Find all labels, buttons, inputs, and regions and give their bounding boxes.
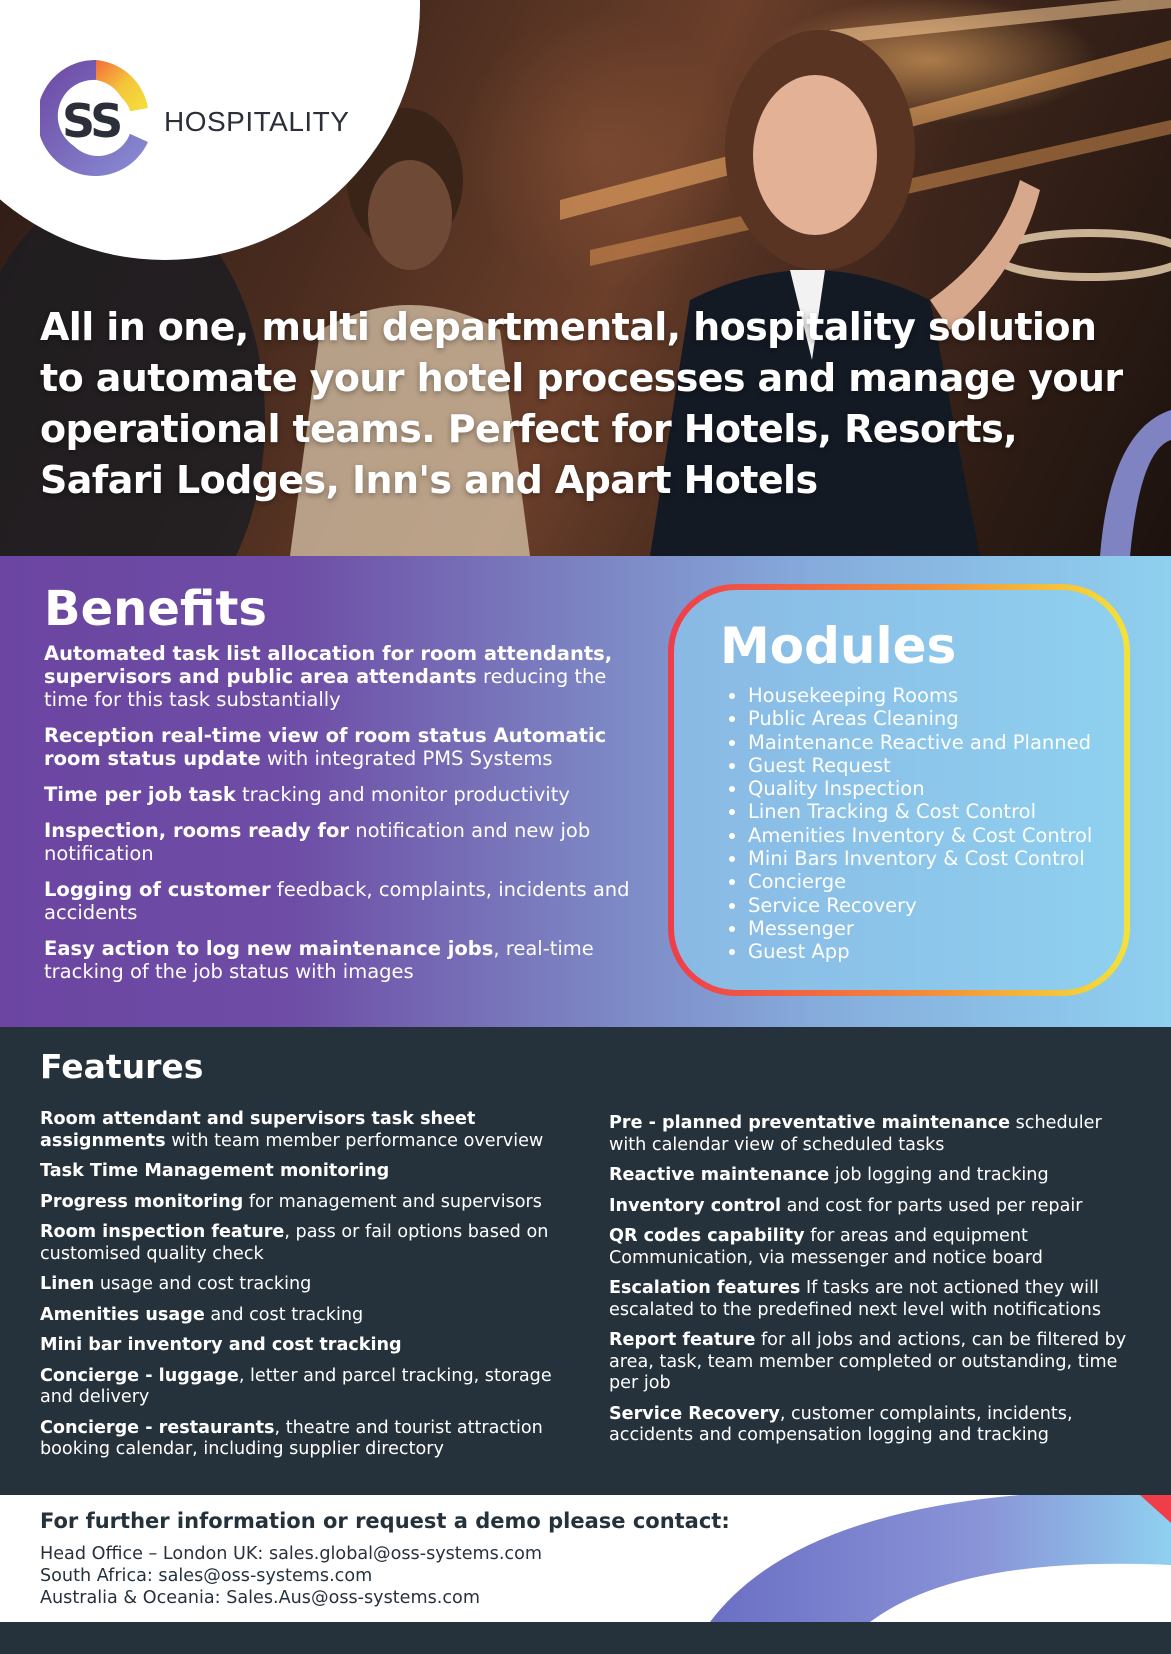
feature-text: with team member performance overview — [165, 1130, 544, 1151]
benefit-item — [44, 819, 634, 865]
feature-text: scheduler with calendar view of scheduled tasks — [609, 1113, 1102, 1155]
hero-banner — [0, 0, 1171, 556]
module-item: • Housekeeping Rooms — [748, 684, 1124, 707]
benefit-text: tracking and monitor productivity — [235, 783, 570, 806]
modules-panel — [668, 584, 1130, 996]
modules-title: Modules — [720, 617, 957, 675]
module-item: • Guest Request — [748, 754, 1124, 777]
benefit-item — [44, 724, 634, 770]
contact-email[interactable]: Sales.Aus@oss-systems.com — [220, 1588, 480, 1608]
benefit-bold: Easy action to log new maintenance jobs — [44, 937, 494, 960]
hero-headline: All in one, multi departmental, hospitality solution to automate your hotel processes and manage your operational teams. Perfect for Hotels, Resorts, Safari Lodges, Inn's and Apart Hotels — [40, 305, 1123, 502]
benefit-bold: Reception real-time view of room status Automatic room status update — [44, 724, 607, 770]
module-item: • Service Recovery — [748, 894, 1124, 917]
feature-bold: Concierge - restaurants — [40, 1417, 275, 1438]
contact-title: For further information or request a demo please contact: — [40, 1509, 730, 1533]
feature-text: and cost tracking — [204, 1304, 364, 1325]
feature-bold: Escalation features — [609, 1278, 801, 1298]
feature-bold: Amenities usage — [40, 1304, 205, 1325]
feature-item — [40, 1366, 570, 1409]
feature-bold: Linen — [40, 1274, 95, 1294]
feature-text: for management and supervisors — [243, 1191, 542, 1212]
module-item: • Maintenance Reactive and Planned — [748, 731, 1124, 754]
feature-bold: Inventory control — [609, 1195, 782, 1216]
feature-item — [609, 1226, 1129, 1269]
benefit-text: , real-time tracking of the job status with images — [44, 937, 594, 983]
feature-text: If tasks are not actioned they will escalated to the predefined next level with notifications — [609, 1278, 1101, 1320]
feature-text: usage and cost tracking — [94, 1274, 312, 1294]
features-section — [0, 1027, 1171, 1495]
feature-bold: QR codes capability — [609, 1226, 805, 1246]
contact-line-south-africa — [40, 1565, 372, 1587]
benefit-text: notification and new job notification — [44, 819, 591, 865]
feature-item — [609, 1330, 1129, 1395]
module-item: • Linen Tracking & Cost Control — [748, 800, 1124, 823]
contact-label: Head Office – London UK: — [40, 1544, 264, 1564]
feature-text: , letter and parcel tracking, storage and delivery — [40, 1365, 552, 1407]
feature-bold: Report feature — [609, 1330, 756, 1350]
feature-bold: Service Recovery — [609, 1403, 780, 1424]
feature-item — [40, 1305, 570, 1327]
feature-item — [609, 1113, 1129, 1156]
feature-bold: Room inspection feature — [40, 1222, 285, 1242]
module-item: • Messenger — [748, 917, 1124, 940]
company-logo — [40, 56, 360, 186]
contact-email[interactable]: sales@oss-systems.com — [152, 1566, 373, 1586]
module-item: • Public Areas Cleaning — [748, 707, 1124, 730]
feature-item — [40, 1274, 570, 1296]
feature-item — [609, 1404, 1129, 1447]
feature-item — [609, 1165, 1129, 1187]
module-item: • Guest App — [748, 940, 1124, 963]
feature-bold: Progress monitoring — [40, 1191, 244, 1212]
contact-line-australia — [40, 1587, 480, 1609]
features-right-column — [609, 1113, 1129, 1456]
benefit-item — [44, 783, 634, 806]
feature-text: , theatre and tourist attraction booking calendar, including supplier directory — [40, 1417, 543, 1459]
benefit-text: with integrated PMS Systems — [260, 747, 553, 770]
contact-email[interactable]: sales.global@oss-systems.com — [263, 1544, 543, 1564]
benefit-bold: Time per job task — [44, 783, 236, 806]
logo-text: SS — [62, 94, 121, 148]
benefits-title: Benefits — [44, 581, 267, 637]
benefit-bold: Inspection, rooms ready for — [44, 819, 350, 842]
module-item: • Amenities Inventory & Cost Control — [748, 824, 1124, 847]
contact-label: Australia & Oceania: — [40, 1588, 221, 1608]
feature-text: for areas and equipment Communication, via messenger and notice board — [609, 1226, 1043, 1268]
feature-item — [609, 1196, 1129, 1218]
benefit-item — [44, 937, 634, 983]
contact-line-london — [40, 1543, 542, 1565]
feature-text: for all jobs and actions, can be filtered by area, task, team member completed or outstanding, time per job — [609, 1330, 1127, 1393]
benefit-bold: Logging of customer — [44, 878, 271, 901]
contact-label: South Africa: — [40, 1566, 153, 1586]
feature-item — [40, 1418, 570, 1461]
module-item: • Quality Inspection — [748, 777, 1124, 800]
feature-text: job logging and tracking — [829, 1165, 1049, 1185]
feature-item — [40, 1335, 570, 1357]
feature-item — [40, 1161, 570, 1183]
feature-item — [40, 1222, 570, 1265]
contact-footer — [0, 1495, 1171, 1622]
feature-item — [40, 1109, 570, 1152]
logo-wordmark: HOSPITALITY — [164, 106, 350, 137]
feature-bold: Concierge - luggage — [40, 1365, 239, 1386]
feature-item — [609, 1278, 1129, 1321]
module-item: • Concierge — [748, 870, 1124, 893]
feature-bold: Reactive maintenance — [609, 1165, 830, 1185]
feature-text: , customer complaints, incidents, accidents and compensation logging and tracking — [609, 1403, 1073, 1445]
benefit-text: reducing the time for this task substantially — [44, 665, 607, 711]
features-title: Features — [40, 1047, 204, 1086]
features-left-column — [40, 1109, 570, 1470]
feature-bold: Mini bar inventory and cost tracking — [40, 1335, 402, 1355]
bottom-bar — [0, 1622, 1171, 1654]
benefit-item — [44, 642, 634, 711]
module-item: • Mini Bars Inventory & Cost Control — [748, 847, 1124, 870]
feature-bold: Room attendant and supervisors task sheet assignments — [40, 1109, 476, 1151]
benefits-section — [44, 556, 634, 996]
benefit-item — [44, 878, 634, 924]
modules-list — [724, 684, 1124, 964]
feature-item — [40, 1192, 570, 1214]
feature-text: , pass or fail options based on customised quality check — [40, 1222, 549, 1264]
feature-text: and cost for parts used per repair — [781, 1195, 1083, 1216]
benefit-text: feedback, complaints, incidents and accidents — [44, 878, 630, 924]
feature-bold: Task Time Management monitoring — [40, 1161, 390, 1181]
benefit-bold: Automated task list allocation for room attendants, supervisors and public area attendants — [44, 642, 613, 688]
feature-bold: Pre - planned preventative maintenance — [609, 1113, 1011, 1133]
benefits-band — [0, 556, 1171, 1027]
